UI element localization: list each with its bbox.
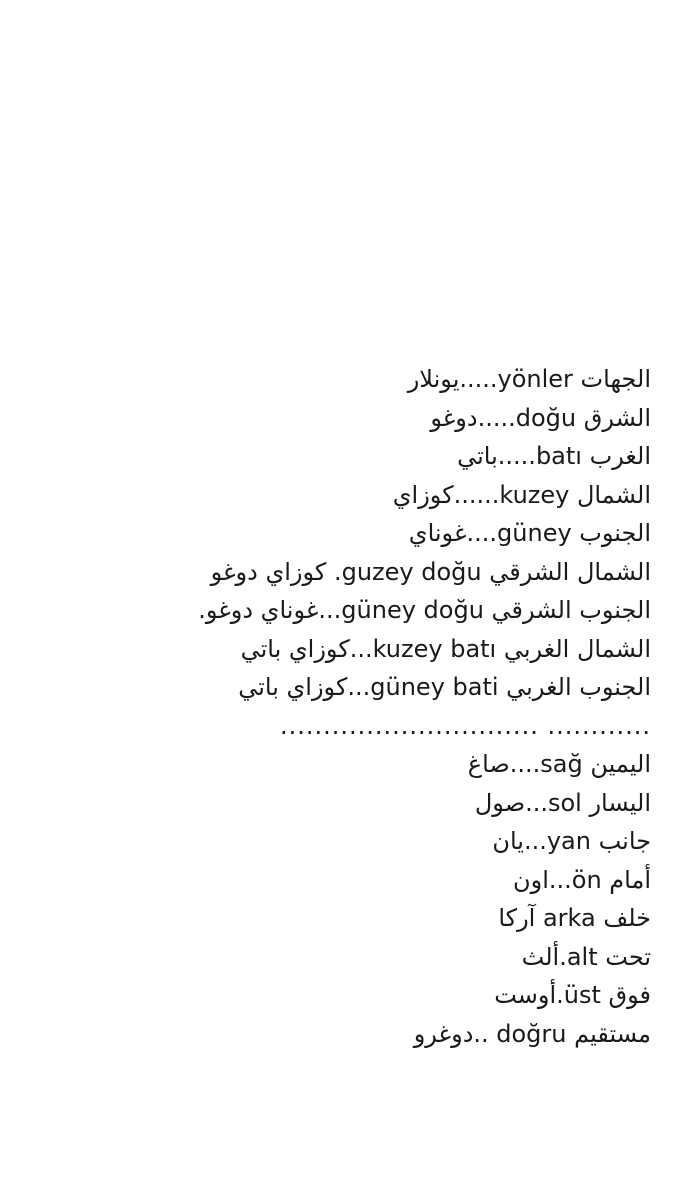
direction-line-south: الجنوب güney....غوناي xyxy=(408,519,651,547)
direction-line-northeast: الشمال الشرقي guzey doğu. كوزاي دوغو xyxy=(210,557,651,586)
direction-line-southeast: الجنوب الشرقي güney doğu...غوناي دوغو. xyxy=(198,596,651,624)
position-line-side: جانب yan...يان xyxy=(492,827,651,855)
vocabulary-note xyxy=(21,360,651,1053)
direction-line-general: الجهات yönler.....يونلار xyxy=(407,365,651,393)
position-line-back: خلف arka آركا xyxy=(498,904,651,932)
direction-line-west: الغرب batı.....باتي xyxy=(457,442,651,470)
position-line-front: أمام ön...اون xyxy=(512,865,651,894)
position-line-right: اليمين sağ....صاغ xyxy=(467,750,651,778)
direction-line-east: الشرق doğu.....دوغو xyxy=(430,403,651,432)
direction-line-northwest: الشمال الغربي kuzey batı...كوزاي باتي xyxy=(240,634,651,663)
position-line-under: تحت alt.ألث xyxy=(521,942,651,971)
dotted-separator: ............ .............................. xyxy=(279,711,651,740)
direction-line-southwest: الجنوب الغربي güney bati...كوزاي باتي xyxy=(238,673,651,701)
position-line-straight: مستقيم doğru ..دوغرو xyxy=(413,1019,651,1048)
position-line-left: اليسار sol...صول xyxy=(474,788,651,817)
position-line-above: فوق üst.أوست xyxy=(494,981,651,1009)
direction-line-north: الشمال kuzey......كوزاي xyxy=(392,480,651,509)
